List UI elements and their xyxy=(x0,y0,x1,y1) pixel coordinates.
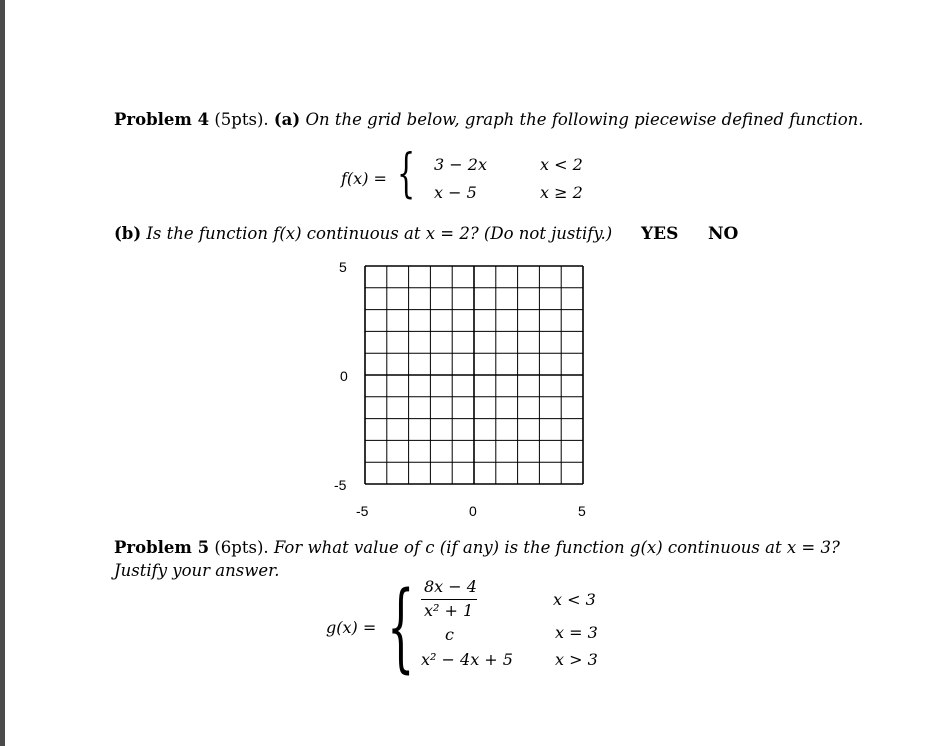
problem4-part-a: (a) xyxy=(273,110,301,129)
graph-grid[interactable] xyxy=(360,262,588,488)
problem4-points: (5pts). xyxy=(214,110,269,129)
g-brace: { xyxy=(387,571,415,683)
f-lhs: f(x) = xyxy=(341,169,387,188)
problem4-instruction-a: On the grid below, graph the following piecewise defined function. xyxy=(305,110,864,129)
g-case2-expr: c xyxy=(445,625,454,644)
problem5-heading xyxy=(114,538,840,557)
g-case3-expr: x² − 4x + 5 xyxy=(421,650,513,669)
problem5-question-line2: Justify your answer. xyxy=(114,561,280,580)
answer-no[interactable]: NO xyxy=(708,224,739,244)
f-brace: { xyxy=(397,144,416,204)
f-case1-expr: 3 − 2x xyxy=(434,155,487,174)
g-case1-cond: x < 3 xyxy=(553,590,596,609)
g-case2-cond: x = 3 xyxy=(555,623,598,642)
x-tick-mid: 0 xyxy=(469,503,477,519)
f-case2-expr: x − 5 xyxy=(434,183,477,202)
g-case1-numerator: 8x − 4 xyxy=(424,577,477,596)
x-tick-right: 5 xyxy=(578,503,586,519)
problem4-part-b-line xyxy=(114,224,612,243)
x-tick-left: -5 xyxy=(356,503,369,519)
f-case1-cond: x < 2 xyxy=(540,155,583,174)
g-case1-denominator: x² + 1 xyxy=(424,601,474,620)
y-tick-mid: 0 xyxy=(340,368,348,384)
g-lhs: g(x) = xyxy=(326,618,377,637)
g-case3-cond: x > 3 xyxy=(555,650,598,669)
problem4-label: Problem 4 xyxy=(114,110,210,129)
problem5-question-line1: For what value of c (if any) is the function g(x) continuous at x = 3? xyxy=(273,538,840,557)
y-tick-top: 5 xyxy=(339,259,347,275)
g-case1-fraction-bar xyxy=(421,599,477,600)
problem4-part-b: (b) xyxy=(114,224,142,243)
y-tick-bottom: -5 xyxy=(334,477,347,493)
problem5-label: Problem 5 xyxy=(114,538,210,557)
f-case2-cond: x ≥ 2 xyxy=(540,183,583,202)
page-edge xyxy=(0,0,5,746)
problem5-points: (6pts). xyxy=(214,538,269,557)
problem4-heading xyxy=(114,110,864,129)
problem4-question-b: Is the function f(x) continuous at x = 2? (Do not justify.) xyxy=(146,224,613,243)
answer-yes[interactable]: YES xyxy=(641,224,679,244)
